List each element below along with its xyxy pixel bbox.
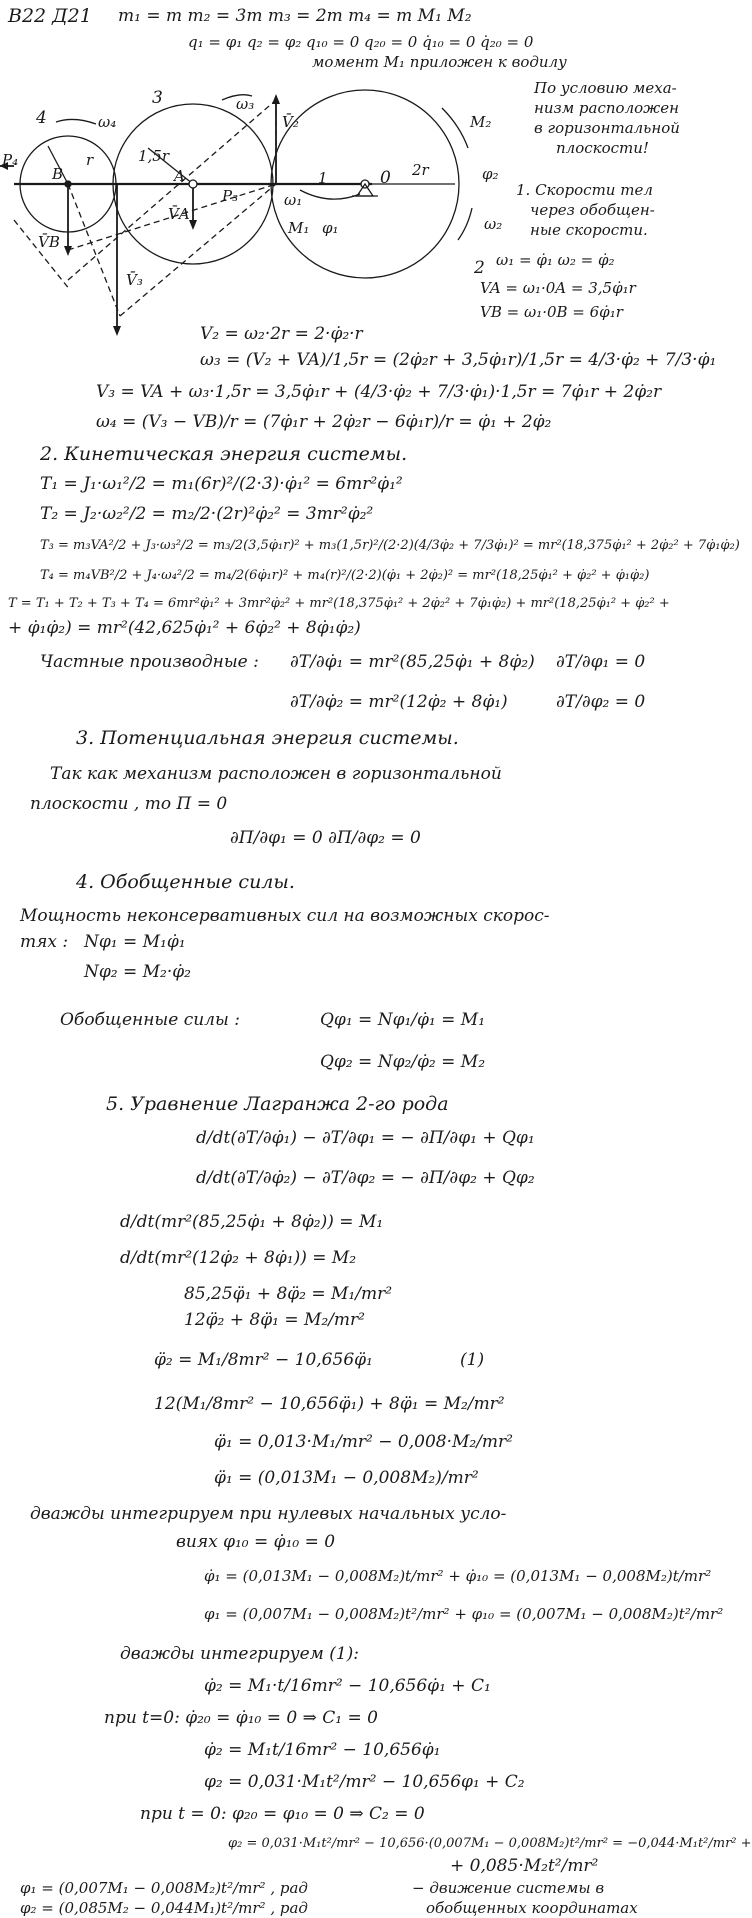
- label-va: V̄A: [168, 205, 190, 223]
- s2-d2: ∂T/∂φ̇₂ = mr²(12φ̇₂ + 8φ̇₁): [290, 692, 508, 712]
- label-o: 0: [380, 168, 391, 188]
- s5-h1: φ̈₂ = M₁/8mr² − 10,656φ̈₁: [154, 1350, 373, 1370]
- label-m1: M₁: [288, 219, 310, 237]
- s5-i2: φ₁ = (0,007M₁ − 0,008M₂)t²/mr² + φ₁₀ = (0,007M₁ − 0,008M₂)t²/mr²: [204, 1605, 724, 1623]
- s5-h2: 12(M₁/8mr² − 10,656φ̈₁) + 8φ̈₁ = M₂/mr²: [154, 1394, 505, 1414]
- s3-line: Так как механизм расположен в горизонтальной: [50, 764, 502, 784]
- s5-j1: φ̇₂ = M₁·t/16mr² − 10,656φ̇₁ + C₁: [204, 1676, 491, 1696]
- s2-d1b: ∂T/∂φ₁ = 0: [556, 652, 646, 672]
- label-a: A: [174, 167, 185, 185]
- label-v2: V̄₂: [282, 113, 299, 131]
- masses-line: m₁ = m m₂ = 3m m₃ = 2m m₄ = m M₁ M₂: [118, 6, 472, 26]
- s3-derivs: ∂П/∂φ₁ = 0 ∂П/∂φ₂ = 0: [230, 828, 421, 848]
- label-omega4: ω₄: [98, 113, 117, 131]
- s5-i1: φ̇₁ = (0,013M₁ − 0,008M₂)t/mr² + φ̇₁₀ = (0,013M₁ − 0,008M₂)t/mr²: [204, 1567, 712, 1585]
- label-p4: P₄: [2, 151, 19, 169]
- label-body3: 3: [152, 88, 163, 108]
- note-line: в горизонтальной: [534, 119, 680, 137]
- m2-arc: [442, 108, 468, 148]
- label-phi1: φ₁: [322, 219, 339, 237]
- s4-line: тях :: [20, 932, 69, 952]
- coords-line: q₁ = φ₁ q₂ = φ₂ q₁₀ = 0 q₂₀ = 0 q̇₁₀ = 0 q̇₂₀ = 0: [188, 33, 534, 51]
- s2-tsum: T = T₁ + T₂ + T₃ + T₄ = 6mr²φ̇₁² + 3mr²φ̇₂² + mr²(18,375φ̇₁² + 2φ̇₂² + 7φ̇₁φ̇₂) + mr²(18,25φ̇₁² + φ̇₂² +: [8, 596, 670, 611]
- s2-d2b: ∂T/∂φ₂ = 0: [556, 692, 646, 712]
- s1-title: через обобщен-: [530, 201, 655, 219]
- label-vb: V̄B: [38, 233, 60, 251]
- s3-title: 3. Потенциальная энергия системы.: [76, 727, 459, 749]
- s5-int1: виях φ₁₀ = φ̇₁₀ = 0: [176, 1532, 336, 1552]
- s5-g1: 85,25φ̈₁ + 8φ̈₂ = M₁/mr²: [184, 1284, 393, 1304]
- s1-omega3: ω₃ = (V₂ + VA)/1,5r = (2φ̇₂r + 3,5φ̇₁r)/1,5r = 4/3·φ̇₂ + 7/3·φ̇₁: [200, 350, 717, 370]
- s4-line: Мощность неконсервативных сил на возможных скорос-: [20, 906, 550, 926]
- s4-q1: Qφ₁ = Nφ₁/φ̇₁ = M₁: [320, 1010, 486, 1030]
- s2-partial-label: Частные производные :: [40, 652, 259, 672]
- answer-note: обобщенных координатах: [426, 1899, 638, 1917]
- s5-h1-num: (1): [460, 1350, 485, 1370]
- s2-tsum: + φ̇₁φ̇₂) = mr²(42,625φ̇₁² + 6φ̇₂² + 8φ̇₁φ̇₂): [8, 618, 361, 638]
- omega2-arc: [458, 208, 472, 240]
- s1-va: VA = ω₁·0A = 3,5φ̇₁r: [480, 279, 636, 297]
- s2-t4: T₄ = m₄VB²/2 + J₄·ω₄²/2 = m₄/2(6φ̇₁r)² + m₄(r)²/(2·2)(φ̇₁ + 2φ̇₂)² = mr²(18,25φ̇₁² + φ̇₂² + φ̇₁φ̇₂): [40, 568, 650, 583]
- s5-f1: d/dt(mr²(85,25φ̇₁ + 8φ̇₂)) = M₁: [120, 1212, 384, 1232]
- s5-j7: + 0,085·M₂t²/mr²: [450, 1856, 599, 1876]
- moment-note: момент M₁ приложен к водилу: [312, 53, 567, 71]
- label-p3: P₃: [222, 187, 239, 205]
- s5-j4: φ₂ = 0,031·M₁t²/mr² − 10,656φ₁ + C₂: [204, 1772, 525, 1792]
- answer-note: − движение системы в: [412, 1879, 605, 1897]
- s2-t2: T₂ = J₂·ω₂²/2 = m₂/2·(2r)²φ̇₂² = 3mr²φ̇₂²: [40, 504, 374, 524]
- s1-omega: ω₁ = φ̇₁ ω₂ = φ̇₂: [496, 251, 615, 269]
- note-line: низм расположен: [534, 99, 679, 117]
- s5-f2: d/dt(mr²(12φ̇₂ + 8φ̇₁)) = M₂: [120, 1248, 357, 1268]
- s5-j2: при t=0: φ̇₂₀ = φ̇₁₀ = 0 ⇒ C₁ = 0: [104, 1708, 378, 1728]
- s5-int1: дважды интегрируем при нулевых начальных усло-: [30, 1504, 507, 1524]
- s4-title: 4. Обобщенные силы.: [76, 871, 295, 893]
- label-b: B: [52, 165, 64, 183]
- s1-title: ные скорости.: [530, 221, 648, 239]
- omega1-arc: [300, 190, 360, 199]
- label-omega2: ω₂: [484, 215, 503, 233]
- s2-t3: T₃ = m₃VA²/2 + J₃·ω₃²/2 = m₃/2(3,5φ̇₁r)² + m₃(1,5r)²/(2·2)(4/3φ̇₂ + 7/3φ̇₁)² = mr²(18,375φ̇₁² + 2φ̇₂² + 7φ̇₁φ̇₂): [40, 538, 740, 553]
- s4-n1: Nφ₁ = M₁φ̇₁: [84, 932, 186, 952]
- s4-n2: Nφ₂ = M₂·φ̇₂: [84, 962, 191, 982]
- label-2r: 2r: [412, 161, 429, 179]
- s1-v3: V₃ = VA + ω₃·1,5r = 3,5φ̇₁r + (4/3·φ̇₂ + 7/3·φ̇₁)·1,5r = 7φ̇₁r + 2φ̇₂r: [96, 382, 662, 402]
- s5-h4: φ̈₁ = (0,013M₁ − 0,008M₂)/mr²: [214, 1468, 479, 1488]
- s5-title: 5. Уравнение Лагранжа 2-го рода: [106, 1093, 449, 1115]
- label-body4: 4: [36, 108, 47, 128]
- note-line: плоскости!: [556, 139, 649, 157]
- s5-j6: φ₂ = 0,031·M₁t²/mr² − 10,656·(0,007M₁ − 0,008M₂)t²/mr² = −0,044·M₁t²/mr² +: [228, 1836, 752, 1851]
- omega4-arc: [56, 119, 96, 124]
- label-body1: 1: [318, 169, 328, 187]
- s2-d1: ∂T/∂φ̇₁ = mr²(85,25φ̇₁ + 8φ̇₂): [290, 652, 535, 672]
- s5-e2: d/dt(∂T/∂φ̇₂) − ∂T/∂φ₂ = − ∂П/∂φ₂ + Qφ₂: [196, 1168, 535, 1188]
- s5-e1: d/dt(∂T/∂φ̇₁) − ∂T/∂φ₁ = − ∂П/∂φ₁ + Qφ₁: [196, 1128, 535, 1148]
- label-omega3: ω₃: [236, 95, 255, 113]
- s4-q-label: Обобщенные силы :: [60, 1010, 240, 1030]
- label-15r: 1,5r: [138, 147, 170, 165]
- s4-q2: Qφ₂ = Nφ₂/φ̇₂ = M₂: [320, 1052, 486, 1072]
- answer-phi1: φ₁ = (0,007M₁ − 0,008M₂)t²/mr² , рад: [20, 1879, 308, 1897]
- variant-label: В22 Д21: [8, 5, 92, 27]
- label-omega1: ω₁: [284, 191, 303, 209]
- s5-int2: дважды интегрируем (1):: [120, 1644, 360, 1664]
- s5-j3: φ̇₂ = M₁t/16mr² − 10,656φ̇₁: [204, 1740, 441, 1760]
- s5-j5: при t = 0: φ₂₀ = φ₁₀ = 0 ⇒ C₂ = 0: [140, 1804, 425, 1824]
- s1-omega4: ω₄ = (V₃ − VB)/r = (7φ̇₁r + 2φ̇₂r − 6φ̇₁r)/r = φ̇₁ + 2φ̇₂: [96, 412, 552, 432]
- s5-h3: φ̈₁ = 0,013·M₁/mr² − 0,008·M₂/mr²: [214, 1432, 513, 1452]
- label-r: r: [86, 151, 94, 169]
- label-v3: V̄₃: [126, 271, 143, 289]
- label-body2: 2: [474, 258, 485, 278]
- s5-g2: 12φ̈₂ + 8φ̈₁ = M₂/mr²: [184, 1310, 365, 1330]
- s1-v2: V₂ = ω₂·2r = 2·φ̇₂·r: [200, 324, 363, 344]
- s1-vb: VB = ω₁·0B = 6φ̇₁r: [480, 303, 623, 321]
- note-line: По условию меха-: [534, 79, 677, 97]
- answer-phi2: φ₂ = (0,085M₂ − 0,044M₁)t²/mr² , рад: [20, 1899, 308, 1917]
- s3-line: плоскости , то П = 0: [30, 794, 228, 814]
- s2-t1: T₁ = J₁·ω₁²/2 = m₁(6r)²/(2·3)·φ̇₁² = 6mr²φ̇₁²: [40, 474, 403, 494]
- label-m2: M₂: [470, 113, 492, 131]
- s1-title: 1. Скорости тел: [516, 181, 653, 199]
- s2-title: 2. Кинетическая энергия системы.: [40, 443, 408, 465]
- label-phi2: φ₂: [482, 165, 499, 183]
